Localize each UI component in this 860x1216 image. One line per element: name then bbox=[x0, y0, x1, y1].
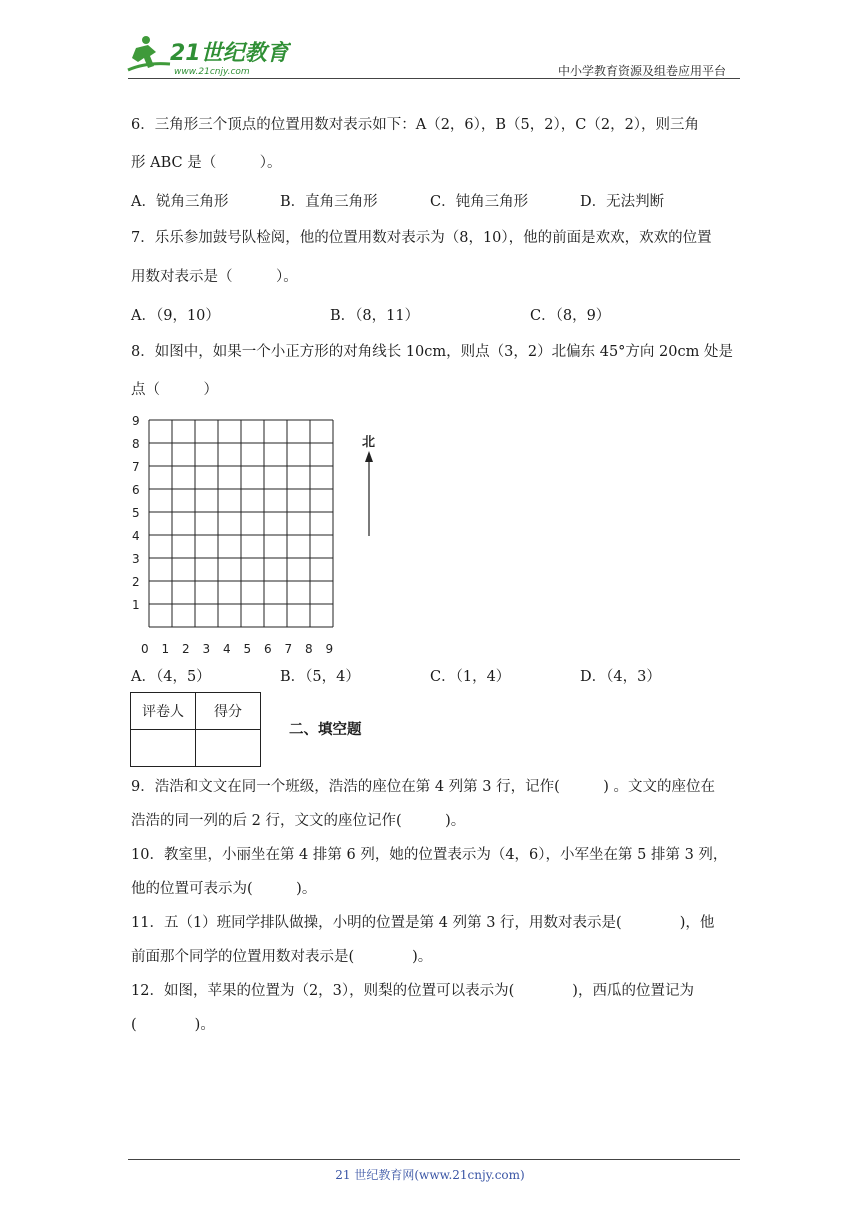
x-tick-label: 8 bbox=[305, 642, 313, 656]
x-tick-label: 9 bbox=[325, 642, 334, 656]
score-cell[interactable] bbox=[196, 730, 261, 767]
q7-option-c: C．（8，9） bbox=[530, 308, 611, 324]
q10-line2: 他的位置可表示为( )。 bbox=[131, 881, 317, 897]
q6-option-c: C．钝角三角形 bbox=[430, 194, 529, 210]
q11-line2: 前面那个同学的位置用数对表示是( )。 bbox=[131, 949, 433, 965]
x-tick-label: 6 bbox=[264, 642, 272, 656]
north-label: 北 bbox=[362, 435, 376, 450]
footer-text: 21 世纪教育网(www.21cnjy.com) bbox=[335, 1168, 525, 1182]
y-tick-label: 6 bbox=[132, 483, 140, 497]
site-logo bbox=[126, 32, 291, 78]
q12-line2: ( )。 bbox=[131, 1017, 215, 1033]
score-header: 得分 bbox=[196, 693, 261, 730]
x-tick-label: 7 bbox=[284, 642, 293, 656]
q6-option-b: B．直角三角形 bbox=[280, 194, 378, 210]
q9-line1: 9．浩浩和文文在同一个班级，浩浩的座位在第 4 列第 3 行，记作( ) 。文文的座位在 bbox=[131, 779, 716, 795]
q7-option-a: A．（9，10） bbox=[131, 308, 220, 324]
y-tick-label: 1 bbox=[132, 598, 140, 612]
score-table bbox=[130, 692, 261, 767]
q6-line2: 形 ABC 是（ ）。 bbox=[131, 155, 282, 171]
q8-option-b: B．（5，4） bbox=[280, 669, 360, 685]
x-tick-label: 1 bbox=[161, 642, 170, 656]
q8-line1: 8．如图中，如果一个小正方形的对角线长 10cm，则点（3，2）北偏东 45°方向 20cm 处是 bbox=[131, 344, 733, 360]
q7-option-b: B．（8，11） bbox=[330, 308, 420, 324]
north-arrow bbox=[356, 432, 386, 542]
q8-option-a: A．（4，5） bbox=[131, 669, 211, 685]
coordinate-grid bbox=[126, 410, 344, 656]
q6-option-a: A．锐角三角形 bbox=[131, 194, 229, 210]
runner-icon bbox=[128, 36, 170, 70]
x-tick-label: 4 bbox=[223, 642, 231, 656]
y-tick-label: 8 bbox=[132, 437, 140, 451]
q7-line1: 7．乐乐参加鼓号队检阅，他的位置用数对表示为（8，10），他的前面是欢欢，欢欢的位置 bbox=[131, 230, 712, 246]
y-tick-label: 7 bbox=[132, 460, 140, 474]
x-tick-label: 0 bbox=[141, 642, 149, 656]
grader-cell[interactable] bbox=[131, 730, 196, 767]
y-tick-label: 9 bbox=[132, 414, 140, 428]
footer-divider bbox=[128, 1159, 740, 1160]
header-divider bbox=[128, 78, 740, 79]
x-tick-label: 5 bbox=[243, 642, 252, 656]
q11-line1: 11．五（1）班同学排队做操，小明的位置是第 4 列第 3 行，用数对表示是( )，他 bbox=[131, 915, 715, 931]
q7-line2: 用数对表示是（ ）。 bbox=[131, 269, 298, 285]
q9-line2: 浩浩的同一列的后 2 行，文文的座位记作( )。 bbox=[131, 813, 466, 829]
q12-line1: 12．如图，苹果的位置为（2，3），则梨的位置可以表示为( )，西瓜的位置记为 bbox=[131, 983, 694, 999]
q10-line1: 10．教室里，小丽坐在第 4 排第 6 列，她的位置表示为（4，6），小军坐在第 5 排第 3 列， bbox=[131, 847, 728, 863]
logo-url: www.21cnjy.com bbox=[174, 67, 250, 77]
logo-wordmark: 21世纪教育 bbox=[170, 41, 289, 66]
x-tick-label: 2 bbox=[182, 642, 190, 656]
y-tick-label: 5 bbox=[132, 506, 140, 520]
x-tick-label: 3 bbox=[202, 642, 211, 656]
y-tick-label: 4 bbox=[132, 529, 140, 543]
header-tagline: 中小学教育资源及组卷应用平台 bbox=[557, 64, 726, 78]
q6-line1: 6．三角形三个顶点的位置用数对表示如下：A（2，6），B（5，2），C（2，2），则三角 bbox=[131, 117, 700, 133]
q8-line2: 点（ ） bbox=[131, 382, 218, 398]
q6-option-d: D．无法判断 bbox=[580, 194, 665, 210]
q8-option-d: D．（4，3） bbox=[580, 669, 661, 685]
y-tick-label: 3 bbox=[132, 552, 140, 566]
section-title: 二、填空题 bbox=[289, 722, 362, 738]
q8-option-c: C．（1，4） bbox=[430, 669, 511, 685]
grader-header: 评卷人 bbox=[131, 693, 196, 730]
y-tick-label: 2 bbox=[132, 575, 140, 589]
